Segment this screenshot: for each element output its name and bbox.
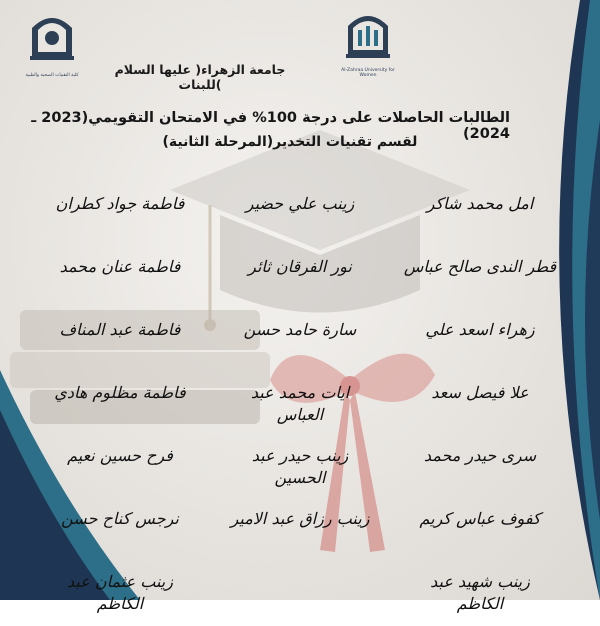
- student-name: فاطمة عنان محمد: [59, 257, 181, 276]
- student-names-list: [30, 185, 570, 613]
- student-name: فاطمة جواد كطران: [55, 194, 185, 213]
- student-name: نور الفرقان ثائر: [248, 257, 352, 276]
- student-name: زينب حيدر عبد الحسين: [251, 446, 349, 487]
- student-name: سارة حامد حسن: [243, 320, 357, 339]
- student-name: نرجس كناح حسن: [61, 509, 179, 528]
- college-logo-caption: كلية التقنيات الصحية والطبية: [25, 73, 79, 78]
- university-name: جامعة الزهراء( عليها السلام )للبنات: [114, 62, 286, 92]
- university-logo: [341, 8, 395, 78]
- student-name: علا فيصل سعد: [431, 383, 529, 402]
- student-name: فاطمة مظلوم هادي: [54, 383, 186, 402]
- student-name: كفوف عباس كريم: [419, 509, 541, 528]
- student-name: زينب شهيد عبد الكاظم: [430, 572, 530, 613]
- page-title: الطالبات الحاصلات على درجة 100% في الامتحان التقويمي(2023 ـ 2024): [31, 110, 510, 142]
- student-name: زينب علي حضير: [245, 194, 355, 213]
- empty-cell: [210, 563, 390, 626]
- student-name: زهراء اسعد علي: [425, 320, 535, 339]
- student-name: فاطمة عبد المناف: [59, 320, 181, 339]
- student-name: فرح حسين نعيم: [67, 446, 173, 465]
- university-logo-caption: Al-Zahraa University for Women: [341, 68, 395, 78]
- student-name: امل محمد شاكر: [426, 194, 534, 213]
- student-name: ايات محمد عبد العباس: [250, 383, 350, 424]
- page-subtitle: لقسم تقنيات التخدير(المرحلة الثانية): [162, 134, 418, 150]
- student-name: زينب عثمان عبد الكاظم: [67, 572, 173, 613]
- college-logo: [25, 8, 79, 78]
- student-name: قطر الندى صالح عباس: [403, 257, 557, 276]
- student-name: زينب رزاق عبد الامير: [230, 509, 370, 528]
- student-name: سرى حيدر محمد: [423, 446, 537, 465]
